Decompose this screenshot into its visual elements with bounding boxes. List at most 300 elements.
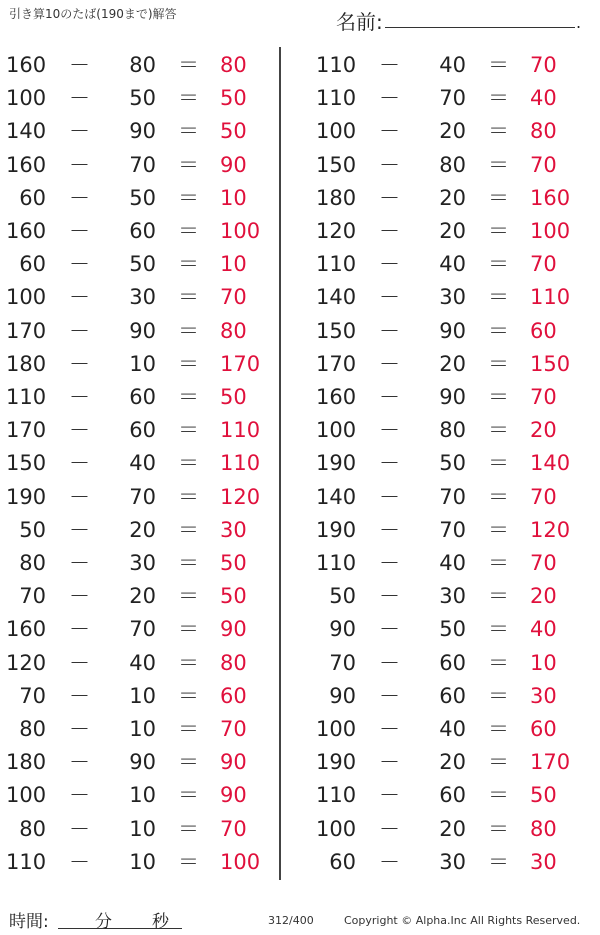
answer: 30 [220,517,247,542]
problem-row [6,315,276,348]
minus-sign: － [379,418,400,443]
minuend: 90 [329,617,356,642]
subtrahend: 40 [439,717,466,741]
minuend: 150 [316,318,357,343]
minuend: 110 [316,252,357,277]
problem-row [6,281,276,314]
minus-sign: － [69,783,90,808]
problem-row [316,580,586,613]
minus-sign: － [69,252,90,277]
minuend: 70 [19,683,46,708]
minuend: 180 [6,750,47,775]
answer: 60 [530,717,557,741]
equals-sign: ＝ [178,683,199,708]
answer: 90 [220,750,247,775]
equals-sign: ＝ [178,385,199,409]
minuend: 170 [316,351,357,376]
minuend: 140 [6,119,47,144]
minuend: 150 [6,451,47,476]
subtrahend: 50 [129,252,156,277]
problem-row [316,779,586,812]
minuend: 190 [316,517,357,542]
answer: 50 [530,783,557,808]
answer: 50 [220,551,247,575]
problem-row [316,248,586,281]
minuend: 80 [19,551,46,575]
answer: 20 [530,584,557,609]
minus-sign: － [379,584,400,609]
problem-row [6,414,276,447]
minus-sign: － [379,484,400,509]
problem-row [316,49,586,82]
minuend: 160 [6,53,47,77]
time-label: 時間: [9,912,49,932]
minus-sign: － [379,717,400,741]
minus-sign: － [69,185,90,210]
answer: 40 [530,617,557,642]
minus-sign: － [69,152,90,177]
equals-sign: ＝ [488,717,509,741]
problem-row [316,82,586,115]
minus-sign: － [379,53,400,77]
subtrahend: 50 [439,451,466,476]
problem-row [6,115,276,148]
minus-sign: － [69,717,90,741]
equals-sign: ＝ [488,53,509,77]
subtrahend: 80 [129,53,156,77]
problem-row [316,149,586,182]
minuend: 100 [316,119,357,144]
answer: 110 [220,418,261,443]
subtrahend: 30 [439,285,466,310]
answer: 40 [530,86,557,111]
answer: 70 [530,152,557,177]
answer: 100 [530,219,571,243]
minuend: 110 [316,86,357,111]
minus-sign: － [379,152,400,177]
minuend: 150 [316,152,357,177]
equals-sign: ＝ [178,285,199,310]
answer: 30 [530,849,557,874]
equals-sign: ＝ [488,451,509,476]
minus-sign: － [69,351,90,376]
minuend: 140 [316,484,357,509]
subtrahend: 70 [129,152,156,177]
minus-sign: － [69,53,90,77]
subtrahend: 10 [129,351,156,376]
subtrahend: 60 [129,418,156,443]
minus-sign: － [379,318,400,343]
minuend: 70 [19,584,46,609]
problem-row [6,481,276,514]
equals-sign: ＝ [488,650,509,675]
subtrahend: 60 [129,385,156,409]
equals-sign: ＝ [488,849,509,874]
equals-sign: ＝ [178,750,199,775]
minuend: 80 [19,816,46,841]
equals-sign: ＝ [178,517,199,542]
minus-sign: － [69,219,90,243]
subtrahend: 10 [129,783,156,808]
minuend: 190 [316,451,357,476]
subtrahend: 20 [129,517,156,542]
subtrahend: 40 [129,451,156,476]
problem-row [316,713,586,746]
problem-row [6,82,276,115]
problem-row [316,182,586,215]
problem-row [316,281,586,314]
equals-sign: ＝ [178,783,199,808]
problem-row [6,746,276,779]
answer: 20 [530,418,557,443]
minuend: 50 [329,584,356,609]
seconds-label: 秒 [152,912,169,932]
problem-row [316,680,586,713]
problem-row [316,348,586,381]
minus-sign: － [379,185,400,210]
minuend: 100 [316,418,357,443]
minuend: 180 [316,185,357,210]
minus-sign: － [379,783,400,808]
name-end-mark: . [576,13,582,32]
subtrahend: 60 [439,683,466,708]
minuend: 120 [316,219,357,243]
answer: 160 [530,185,571,210]
answer: 70 [530,551,557,575]
minus-sign: － [379,252,400,277]
subtrahend: 80 [439,152,466,177]
subtrahend: 30 [129,285,156,310]
equals-sign: ＝ [178,484,199,509]
equals-sign: ＝ [178,152,199,177]
subtrahend: 10 [129,717,156,741]
column-divider [279,47,281,880]
minuend: 110 [6,385,47,409]
minus-sign: － [379,517,400,542]
minus-sign: － [379,451,400,476]
problem-row [316,514,586,547]
minuend: 160 [6,219,47,243]
problem-row [6,381,276,414]
minus-sign: － [379,816,400,841]
minuend: 160 [6,617,47,642]
equals-sign: ＝ [178,451,199,476]
equals-sign: ＝ [488,816,509,841]
problem-row [316,414,586,447]
minuend: 140 [316,285,357,310]
equals-sign: ＝ [178,219,199,243]
minus-sign: － [379,551,400,575]
problem-row [316,613,586,646]
answer: 120 [530,517,571,542]
minuend: 170 [6,418,47,443]
minus-sign: － [69,849,90,874]
problem-row [6,49,276,82]
problem-row [6,813,276,846]
answer: 100 [220,849,261,874]
subtrahend: 90 [129,318,156,343]
answer: 170 [530,750,571,775]
name-label: 名前: [336,10,383,34]
equals-sign: ＝ [178,252,199,277]
minus-sign: － [379,219,400,243]
minus-sign: － [379,617,400,642]
minuend: 100 [6,86,47,111]
minutes-label: 分 [95,912,112,932]
minus-sign: － [69,617,90,642]
minuend: 170 [6,318,47,343]
problem-row [6,348,276,381]
minus-sign: － [379,683,400,708]
minuend: 110 [316,783,357,808]
answer: 80 [220,318,247,343]
subtrahend: 70 [439,517,466,542]
subtrahend: 60 [439,650,466,675]
minus-sign: － [379,119,400,144]
answer: 80 [530,119,557,144]
equals-sign: ＝ [178,53,199,77]
equals-sign: ＝ [488,484,509,509]
problem-row [6,846,276,879]
equals-sign: ＝ [178,584,199,609]
answer: 70 [530,53,557,77]
answer: 50 [220,119,247,144]
equals-sign: ＝ [488,86,509,111]
subtrahend: 30 [439,584,466,609]
answer: 50 [220,385,247,409]
problem-row [6,779,276,812]
minuend: 160 [6,152,47,177]
equals-sign: ＝ [488,683,509,708]
answer: 70 [220,717,247,741]
equals-sign: ＝ [178,650,199,675]
minuend: 160 [316,385,357,409]
answer: 150 [530,351,571,376]
equals-sign: ＝ [488,418,509,443]
subtrahend: 20 [129,584,156,609]
subtrahend: 90 [439,385,466,409]
equals-sign: ＝ [488,119,509,144]
subtrahend: 40 [439,53,466,77]
minus-sign: － [69,285,90,310]
minuend: 90 [329,683,356,708]
copyright-notice: Copyright © Alpha.Inc All Rights Reserved. [344,914,581,927]
minus-sign: － [69,584,90,609]
answer: 110 [220,451,261,476]
problem-row [6,613,276,646]
answer: 70 [530,385,557,409]
subtrahend: 20 [439,750,466,775]
equals-sign: ＝ [178,816,199,841]
problem-row [6,713,276,746]
answer: 170 [220,351,261,376]
subtrahend: 30 [439,849,466,874]
subtrahend: 10 [129,816,156,841]
equals-sign: ＝ [178,351,199,376]
minus-sign: － [69,451,90,476]
minuend: 180 [6,351,47,376]
problem-row [6,580,276,613]
subtrahend: 20 [439,219,466,243]
answer: 100 [220,219,261,243]
problem-row [316,547,586,580]
page-number: 312/400 [268,914,314,927]
problem-row [6,149,276,182]
minus-sign: － [379,285,400,310]
answer: 10 [220,185,247,210]
minuend: 190 [316,750,357,775]
problem-row [6,215,276,248]
subtrahend: 50 [129,185,156,210]
answer: 80 [220,650,247,675]
minuend: 110 [316,551,357,575]
subtrahend: 90 [129,750,156,775]
equals-sign: ＝ [488,152,509,177]
problem-row [6,547,276,580]
minus-sign: － [69,816,90,841]
subtrahend: 90 [439,318,466,343]
equals-sign: ＝ [178,717,199,741]
problem-row [6,248,276,281]
subtrahend: 10 [129,849,156,874]
minuend: 60 [329,849,356,874]
subtrahend: 60 [129,219,156,243]
answer: 90 [220,152,247,177]
answer: 70 [530,484,557,509]
minuend: 120 [6,650,47,675]
equals-sign: ＝ [488,252,509,277]
problem-row [6,182,276,215]
subtrahend: 40 [439,252,466,277]
name-field-line[interactable] [385,27,575,28]
equals-sign: ＝ [178,119,199,144]
minuend: 70 [329,650,356,675]
equals-sign: ＝ [178,849,199,874]
minuend: 100 [316,816,357,841]
equals-sign: ＝ [178,86,199,111]
equals-sign: ＝ [488,783,509,808]
problem-row [316,481,586,514]
problem-row [6,447,276,480]
problem-row [316,381,586,414]
minus-sign: － [69,318,90,343]
equals-sign: ＝ [488,584,509,609]
equals-sign: ＝ [488,517,509,542]
subtrahend: 70 [129,617,156,642]
problem-row [6,680,276,713]
subtrahend: 20 [439,185,466,210]
minuend: 80 [19,717,46,741]
answer: 60 [530,318,557,343]
problem-row [6,514,276,547]
minuend: 110 [316,53,357,77]
problem-row [316,447,586,480]
subtrahend: 50 [129,86,156,111]
minus-sign: － [379,385,400,409]
subtrahend: 70 [439,86,466,111]
equals-sign: ＝ [488,750,509,775]
equals-sign: ＝ [488,185,509,210]
minus-sign: － [379,849,400,874]
subtrahend: 10 [129,683,156,708]
problem-row [316,746,586,779]
minus-sign: － [379,650,400,675]
minuend: 190 [6,484,47,509]
minus-sign: － [69,683,90,708]
minuend: 60 [19,185,46,210]
equals-sign: ＝ [178,418,199,443]
subtrahend: 20 [439,816,466,841]
equals-sign: ＝ [178,551,199,575]
equals-sign: ＝ [178,318,199,343]
problem-row [316,846,586,879]
minus-sign: － [69,119,90,144]
minus-sign: － [69,551,90,575]
subtrahend: 30 [129,551,156,575]
problem-row [316,215,586,248]
subtrahend: 60 [439,783,466,808]
minus-sign: － [379,351,400,376]
problem-row [316,315,586,348]
subtrahend: 40 [439,551,466,575]
answer: 60 [220,683,247,708]
answer: 80 [220,53,247,77]
problem-row [316,115,586,148]
answer: 10 [530,650,557,675]
worksheet-title: 引き算10のたば(190まで)解答 [9,7,177,21]
subtrahend: 20 [439,119,466,144]
answer: 90 [220,617,247,642]
subtrahend: 70 [439,484,466,509]
equals-sign: ＝ [178,185,199,210]
minus-sign: － [69,650,90,675]
subtrahend: 20 [439,351,466,376]
minus-sign: － [69,517,90,542]
equals-sign: ＝ [488,351,509,376]
problem-row [316,813,586,846]
equals-sign: ＝ [488,285,509,310]
minuend: 110 [6,849,47,874]
subtrahend: 80 [439,418,466,443]
answer: 120 [220,484,261,509]
minus-sign: － [69,484,90,509]
answer: 50 [220,86,247,111]
equals-sign: ＝ [488,219,509,243]
subtrahend: 40 [129,650,156,675]
answer: 50 [220,584,247,609]
subtrahend: 70 [129,484,156,509]
minuend: 100 [6,285,47,310]
equals-sign: ＝ [488,551,509,575]
answer: 70 [220,816,247,841]
equals-sign: ＝ [178,617,199,642]
minus-sign: － [69,750,90,775]
minuend: 50 [19,517,46,542]
minus-sign: － [69,86,90,111]
equals-sign: ＝ [488,385,509,409]
equals-sign: ＝ [488,617,509,642]
minuend: 100 [6,783,47,808]
subtrahend: 50 [439,617,466,642]
answer: 70 [530,252,557,277]
minuend: 100 [316,717,357,741]
minus-sign: － [379,750,400,775]
answer: 30 [530,683,557,708]
minus-sign: － [69,418,90,443]
answer: 110 [530,285,571,310]
answer: 140 [530,451,571,476]
answer: 70 [220,285,247,310]
